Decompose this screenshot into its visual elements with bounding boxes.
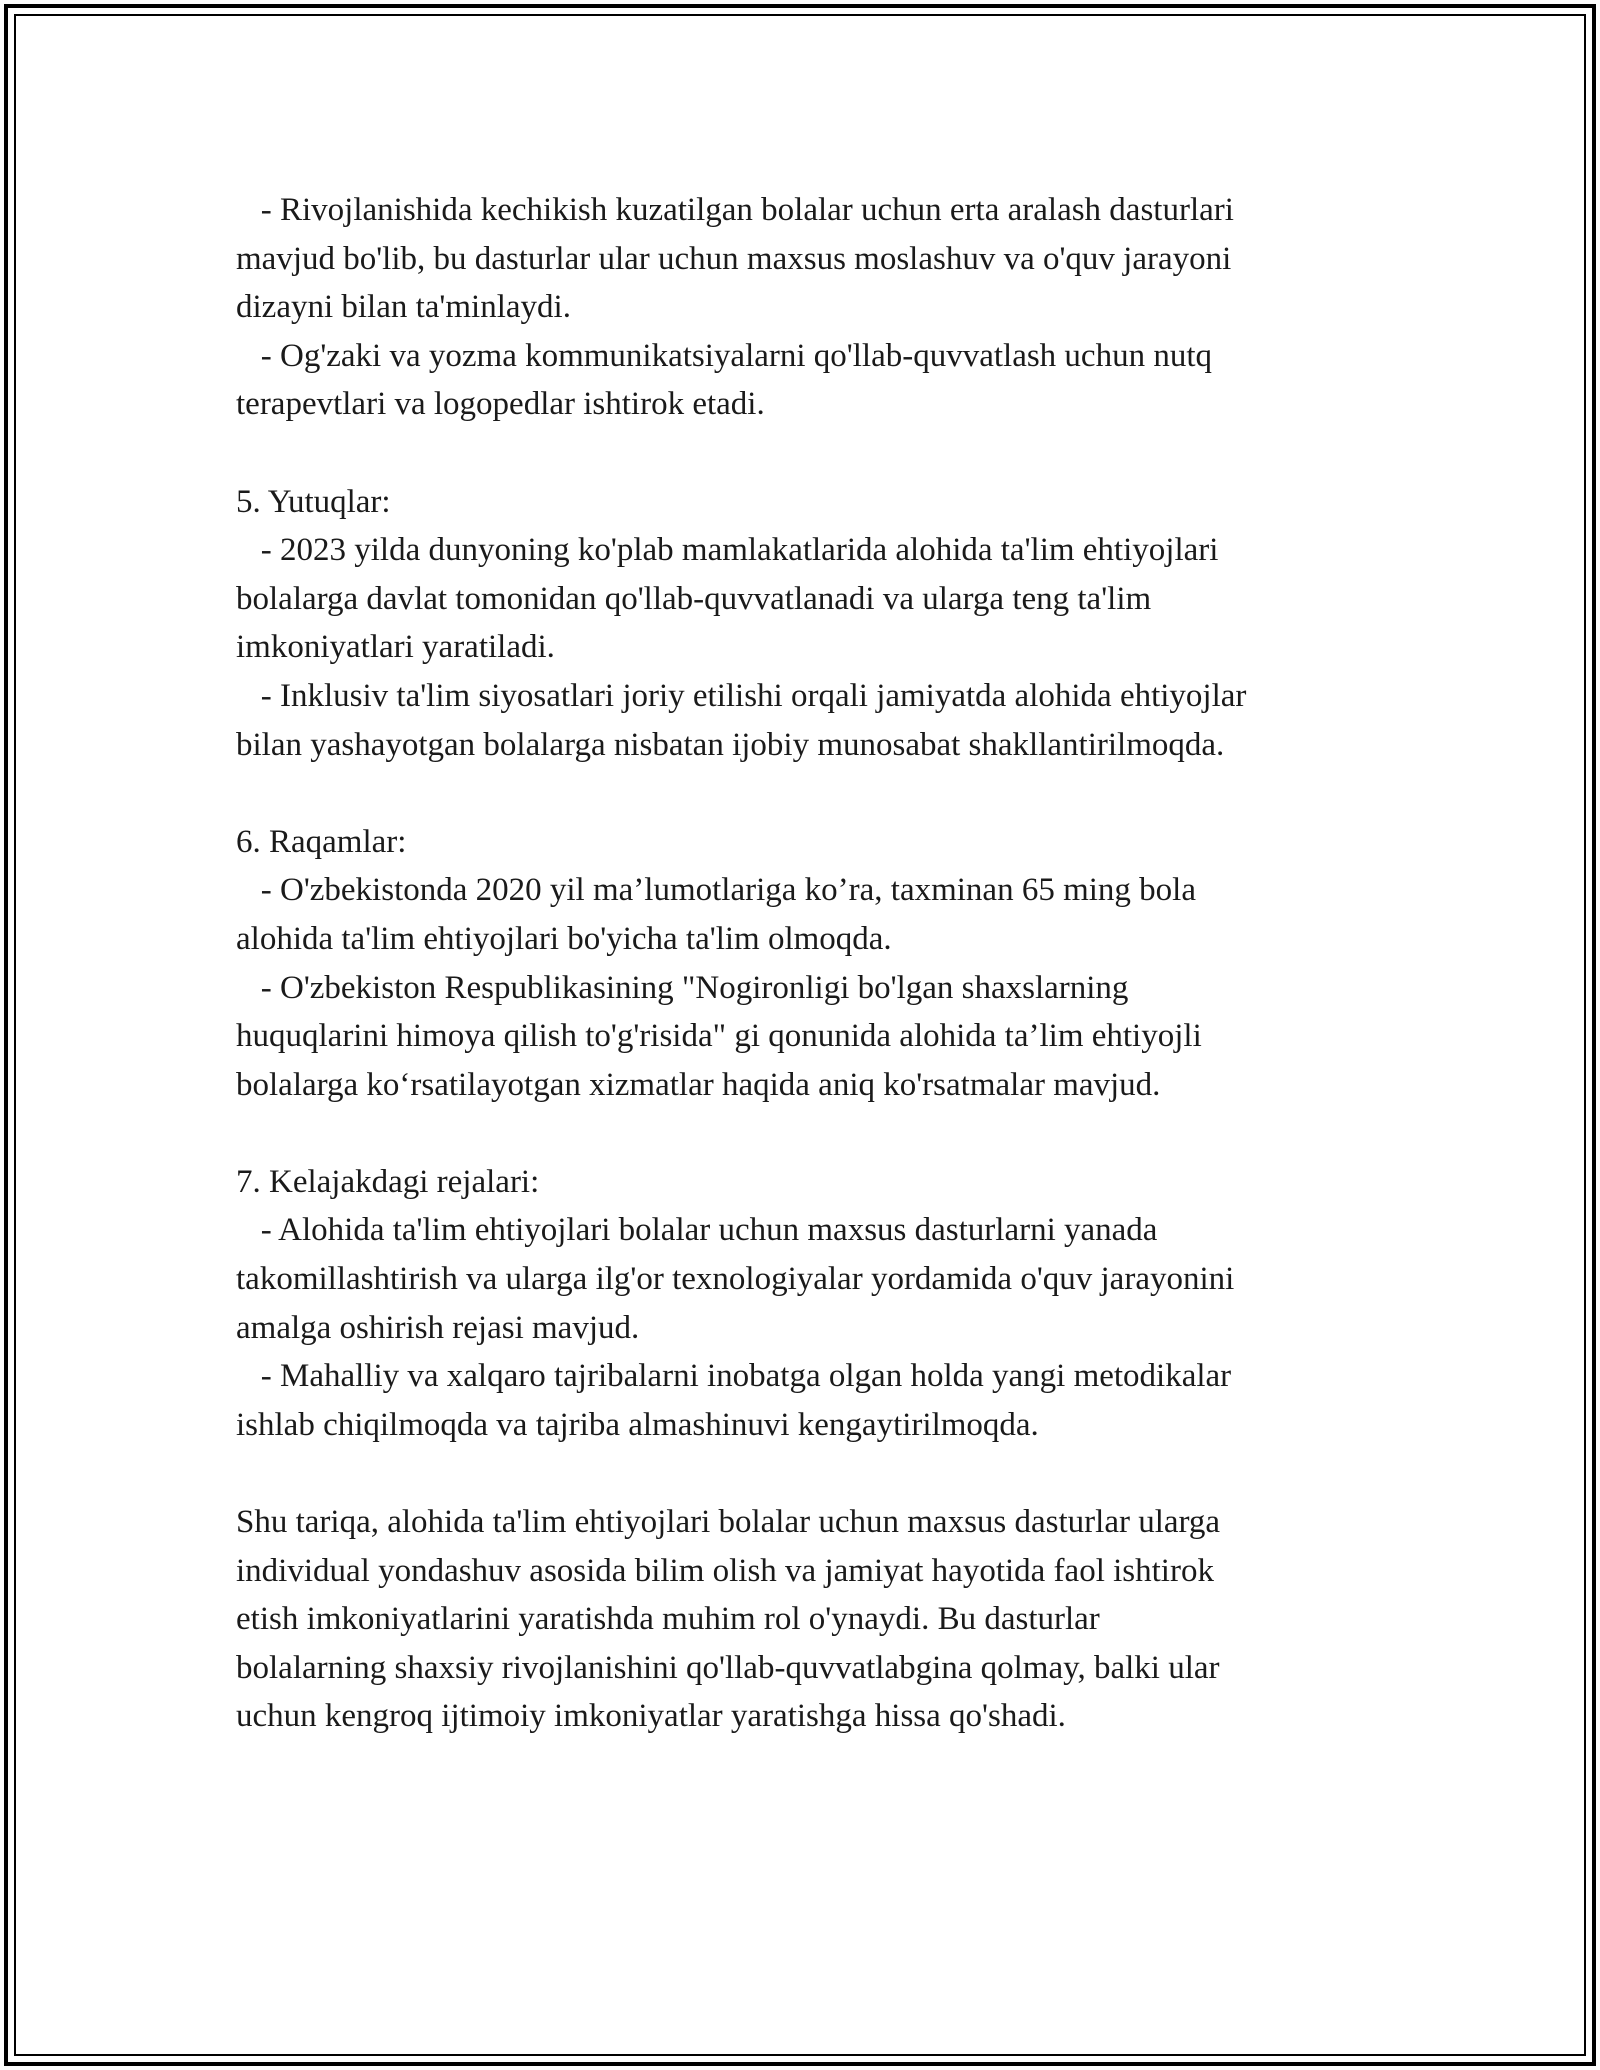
text-line: - Rivojlanishida kechikish kuzatilgan bolalar uchun erta aralash dasturlari (236, 192, 1234, 228)
text-line: huquqlarini himoya qilish to'g'risida" gi qonunida alohida ta’lim ehtiyojli (236, 1018, 1202, 1055)
text-line: amalga oshirish rejasi mavjud. (236, 1309, 640, 1346)
text-line: bolalarga davlat tomonidan qo'llab-quvvatlanadi va ularga teng ta'lim (236, 580, 1152, 617)
bullet-item (236, 186, 1376, 332)
text-line: takomillashtirish va ularga ilg'or texnologiyalar yordamida o'quv jarayonini (236, 1261, 1235, 1298)
text-line: - O'zbekistonda 2020 yil ma’lumotlariga ko’ra, taxminan 65 ming bola (236, 872, 1196, 909)
text-line: bilan yashayotgan bolalarga nisbatan ijobiy munosabat shakllantirilmoqda. (236, 726, 1225, 763)
text-line: 7. Kelajakdagi rejalari: (236, 1163, 540, 1200)
bullet-item (236, 526, 1376, 672)
text-line: 6. Raqamlar: (236, 823, 407, 860)
text-line: bolalarning shaxsiy rivojlanishini qo'llab-quvvatlabgina qolmay, balki ular (236, 1649, 1220, 1686)
bullet-item (236, 866, 1376, 963)
text-line: etish imkoniyatlarini yaratishda muhim rol o'ynaydi. Bu dasturlar (236, 1601, 1100, 1638)
document-body (236, 186, 1376, 1741)
text-line: 5. Yutuqlar: (236, 483, 391, 520)
text-line: mavjud bo'lib, bu dasturlar ular uchun maxsus moslashuv va o'quv jarayoni (236, 240, 1232, 277)
text-line: dizayni bilan ta'minlaydi. (236, 289, 571, 326)
text-line: terapevtlari va logopedlar ishtirok etadi. (236, 386, 765, 423)
bullet-item (236, 332, 1376, 429)
blank-line (236, 1449, 1376, 1498)
text-line: individual yondashuv asosida bilim olish va jamiyat hayotida faol ishtirok (236, 1552, 1214, 1589)
text-line: uchun kengroq ijtimoiy imkoniyatlar yaratishga hissa qo'shadi. (236, 1698, 1066, 1735)
text-line: - Inklusiv ta'lim siyosatlari joriy etilishi orqali jamiyatda alohida ehtiyojlar (236, 677, 1247, 714)
paragraph (236, 1498, 1376, 1741)
text-line: alohida ta'lim ehtiyojlari bo'yicha ta'lim olmoqda. (236, 920, 892, 957)
text-line: - Alohida ta'lim ehtiyojlari bolalar uchun maxsus dasturlarni yanada (236, 1212, 1158, 1249)
text-line: - 2023 yilda dunyoning ko'plab mamlakatlarida alohida ta'lim ehtiyojlari (236, 532, 1219, 569)
bullet-item (236, 1206, 1376, 1352)
text-line: - Mahalliy va xalqaro tajribalarni inobatga olgan holda yangi metodikalar (236, 1358, 1232, 1395)
text-line: bolalarga ko‘rsatilayotgan xizmatlar haqida aniq ko'rsatmalar mavjud. (236, 1066, 1161, 1103)
bullet-item (236, 672, 1376, 769)
text-line: ishlab chiqilmoqda va tajriba almashinuvi kengaytirilmoqda. (236, 1406, 1039, 1443)
text-line: - O'zbekiston Respublikasining "Nogironligi bo'lgan shaxslarning (236, 969, 1129, 1006)
bullet-item (236, 964, 1376, 1110)
section-heading (236, 478, 1376, 527)
blank-line (236, 769, 1376, 818)
section-heading (236, 1158, 1376, 1207)
section-heading (236, 818, 1376, 867)
blank-line (236, 1109, 1376, 1158)
text-line: imkoniyatlari yaratiladi. (236, 629, 555, 666)
text-line: Shu tariqa, alohida ta'lim ehtiyojlari bolalar uchun maxsus dasturlar ularga (236, 1504, 1221, 1541)
blank-line (236, 429, 1376, 478)
bullet-item (236, 1352, 1376, 1449)
text-line: - Og'zaki va yozma kommunikatsiyalarni qo'llab-quvvatlash uchun nutq (236, 337, 1212, 374)
